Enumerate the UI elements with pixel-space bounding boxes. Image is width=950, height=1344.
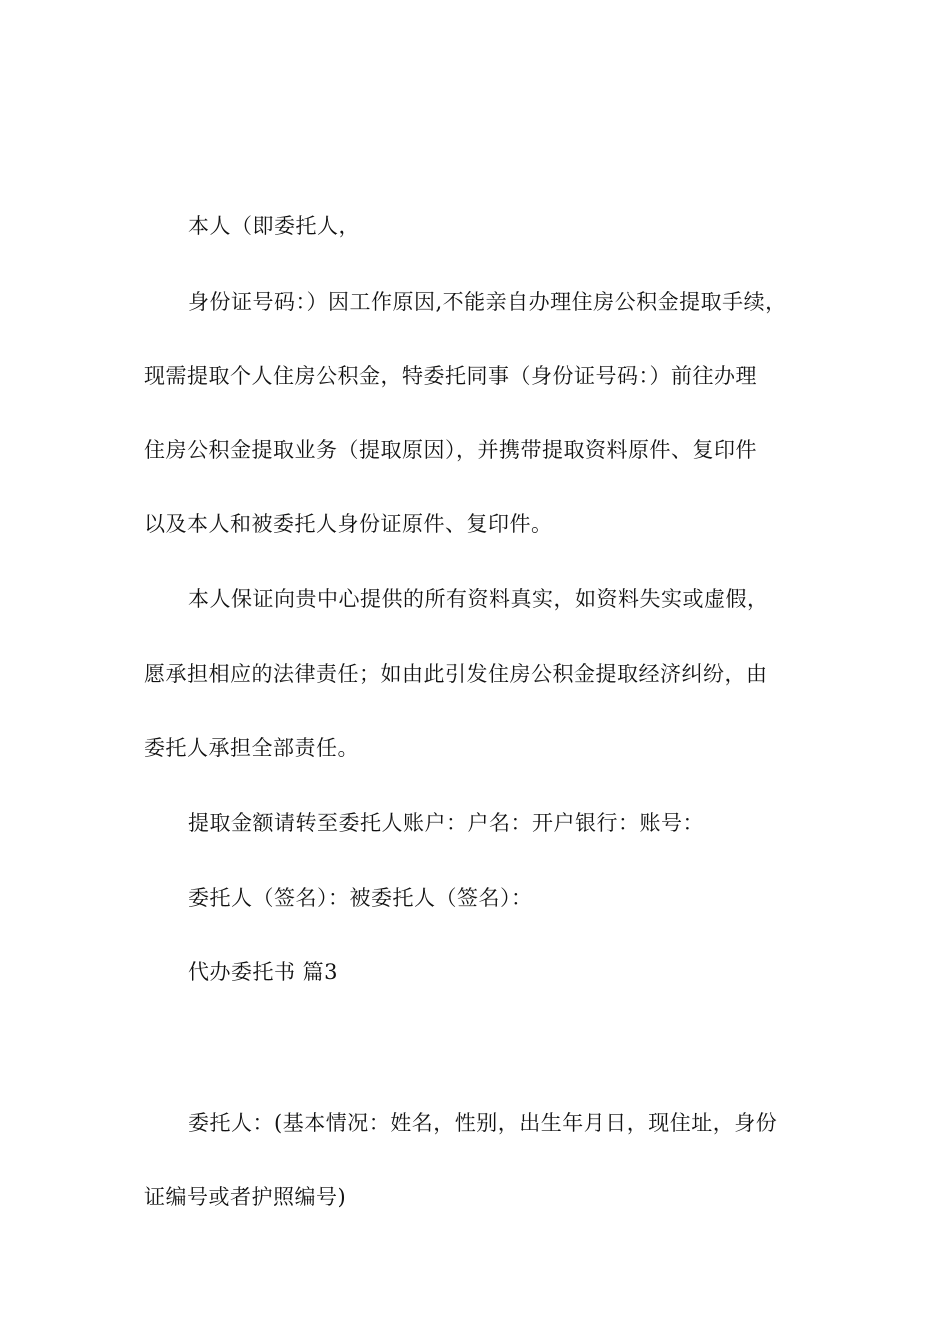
paragraph-guarantee: 本人保证向贵中心提供的所有资料真实，如资料失实或虚假， — [188, 587, 769, 611]
section-heading: 代办委托书 篇3 — [188, 960, 339, 984]
paragraph-line-responsibility: 委托人承担全部责任。 — [144, 736, 359, 760]
paragraph-line-id-passport: 证编号或者护照编号) — [144, 1185, 347, 1209]
paragraph-id-reason: 身份证号码：）因工作原因,不能亲自办理住房公积金提取手续， — [188, 290, 787, 314]
paragraph-delegator-details: 委托人：(基本情况：姓名，性别，出生年月日，现住址，身份 — [188, 1111, 778, 1135]
paragraph-line-entrust: 现需提取个人住房公积金，特委托同事（身份证号码：）前往办理 — [144, 364, 757, 388]
paragraph-line-liability: 愿承担相应的法律责任；如由此引发住房公积金提取经济纠纷，由 — [144, 662, 768, 686]
paragraph-line-documents: 以及本人和被委托人身份证原件、复印件。 — [144, 512, 553, 536]
paragraph-line-business: 住房公积金提取业务（提取原因），并携带提取资料原件、复印件 — [144, 438, 757, 462]
paragraph-account-info: 提取金额请转至委托人账户：户名：开户银行：账号： — [188, 811, 704, 835]
signature-line: 委托人（签名）：被委托人（签名）： — [188, 886, 533, 910]
paragraph-delegator-intro: 本人（即委托人， — [188, 214, 360, 238]
